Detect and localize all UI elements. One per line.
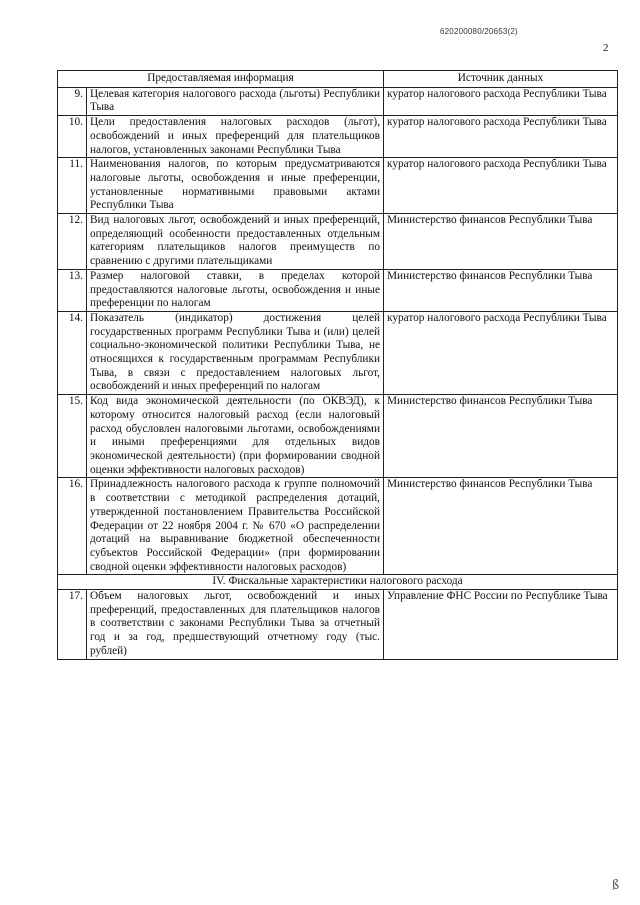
data-table bbox=[57, 70, 618, 660]
row-number: 12. bbox=[58, 214, 87, 270]
row-info: Наименования налогов, по которым предусматриваются налоговые льготы, освобождения и иные преференции, установленные нормативными правовыми актами Республики Тыва bbox=[87, 158, 384, 214]
row-source: Управление ФНС России по Республике Тыва bbox=[384, 590, 618, 660]
table-row bbox=[58, 87, 618, 115]
table-row bbox=[58, 478, 618, 575]
section-heading: IV. Фискальные характеристики налогового расхода bbox=[58, 575, 618, 590]
row-source: Министерство финансов Республики Тыва bbox=[384, 269, 618, 311]
table-row bbox=[58, 116, 618, 158]
table-row bbox=[58, 395, 618, 478]
row-number: 9. bbox=[58, 87, 87, 115]
row-info: Принадлежность налогового расхода к группе полномочий в соответствии с методикой распределения дотаций, утвержденной постановлением Правительства Российской Федерации от 22 ноября 2004 г. № 670 «О распределении дотаций на выравнивание бюджетной обеспеченности субъектов Российской Федерации» (при формировании сводной оценки эффективности налоговых расходов) bbox=[87, 478, 384, 575]
column-header-info: Предоставляемая информация bbox=[58, 71, 384, 88]
table-row bbox=[58, 311, 618, 394]
row-source: куратор налогового расхода Республики Тыва bbox=[384, 311, 618, 394]
row-info: Код вида экономической деятельности (по ОКВЭД), к которому относится налоговый расход (если налоговый расход обусловлен налоговыми льготами, освобождениями и иными преференциями для отдельных видов экономической деятельности) (при формировании сводной оценки эффективности налоговых расходов) bbox=[87, 395, 384, 478]
page-number: 2 bbox=[603, 42, 609, 54]
row-info: Размер налоговой ставки, в пределах которой предоставляются налоговые льготы, освобождения и иные преференции по налогам bbox=[87, 269, 384, 311]
row-info: Объем налоговых льгот, освобождений и иных преференций, предоставленных для плательщиков налогов в соответствии с законами Республики Тыва за отчетный год и за год, предшествующий отчетному году (тыс. рублей) bbox=[87, 590, 384, 660]
row-info: Вид налоговых льгот, освобождений и иных преференций, определяющий особенности предоставленных отдельным категориям плательщиков налогов преимуществ по сравнению с другими плательщиками bbox=[87, 214, 384, 270]
row-info: Целевая категория налогового расхода (льготы) Республики Тыва bbox=[87, 87, 384, 115]
row-number: 13. bbox=[58, 269, 87, 311]
row-source: Министерство финансов Республики Тыва bbox=[384, 214, 618, 270]
row-source: куратор налогового расхода Республики Тыва bbox=[384, 87, 618, 115]
row-number: 15. bbox=[58, 395, 87, 478]
row-info: Цели предоставления налоговых расходов (льгот), освобождений и иных преференций для плательщиков налогов, установленных законами Республики Тыва bbox=[87, 116, 384, 158]
row-number: 17. bbox=[58, 590, 87, 660]
row-source: куратор налогового расхода Республики Тыва bbox=[384, 116, 618, 158]
row-number: 14. bbox=[58, 311, 87, 394]
table-row bbox=[58, 269, 618, 311]
row-number: 11. bbox=[58, 158, 87, 214]
row-source: Министерство финансов Республики Тыва bbox=[384, 478, 618, 575]
table-row bbox=[58, 214, 618, 270]
section-heading-row bbox=[58, 575, 618, 590]
handwritten-initial: ß bbox=[610, 877, 621, 894]
row-number: 10. bbox=[58, 116, 87, 158]
table-header-row bbox=[58, 71, 618, 88]
table-row bbox=[58, 158, 618, 214]
row-info: Показатель (индикатор) достижения целей государственных программ Республики Тыва и (или) целей социально-экономической политики Республики Тыва, не относящихся к государственным программам Республики Тыва, в связи с предоставлением налоговых льгот, освобождений и иных преференций по налогам bbox=[87, 311, 384, 394]
document-id: 620200080/20653(2) bbox=[440, 27, 518, 36]
row-source: Министерство финансов Республики Тыва bbox=[384, 395, 618, 478]
row-number: 16. bbox=[58, 478, 87, 575]
row-source: куратор налогового расхода Республики Тыва bbox=[384, 158, 618, 214]
table-row bbox=[58, 590, 618, 660]
column-header-source: Источник данных bbox=[384, 71, 618, 88]
